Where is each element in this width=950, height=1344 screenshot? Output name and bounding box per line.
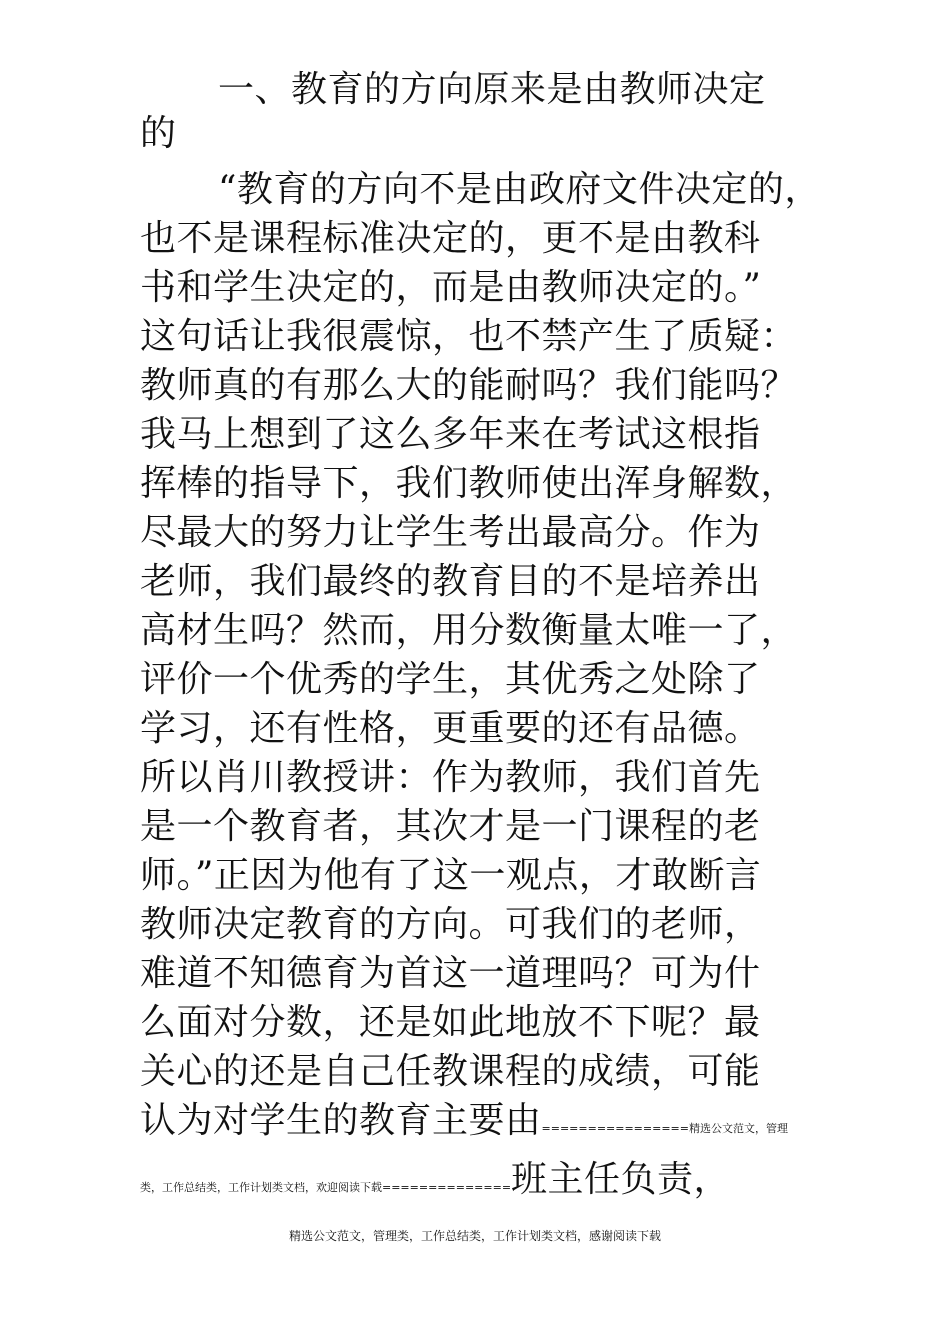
paragraph-line: 教师真的有那么大的能耐吗？我们能吗？ <box>140 365 798 406</box>
paragraph-line: 学习，还有性格，更重要的还有品德。 <box>140 708 761 749</box>
paragraph-line: 是一个教育者，其次才是一门课程的老 <box>140 806 761 847</box>
watermark-note-continued: 类，工作总结类，工作计划类文档，欢迎阅读下载============== <box>140 1181 512 1194</box>
paragraph-line: 书和学生决定的，而是由教师决定的。” <box>140 267 762 308</box>
paragraph-line: 评价一个优秀的学生，其优秀之处除了 <box>140 659 761 700</box>
page-footer: 精选公文范文，管理类，工作总结类，工作计划类文档，感谢阅读下载 <box>288 1229 661 1243</box>
paragraph-line: 教师决定教育的方向。可我们的老师， <box>140 904 761 945</box>
paragraph-line: 难道不知德育为首这一道理吗？可为什 <box>140 953 761 994</box>
paragraph-line: 挥棒的指导下，我们教师使出浑身解数， <box>140 463 798 504</box>
paragraph-line: 师。”正因为他有了这一观点，才敢断言 <box>140 855 762 896</box>
paragraph-continued-main: 班主任负责， <box>511 1159 731 1200</box>
paragraph-line: 我马上想到了这么多年来在考试这根指 <box>140 414 761 455</box>
watermark-note: ================精选公文范文，管理 <box>541 1122 788 1135</box>
paragraph-continued-line <box>140 1158 730 1210</box>
paragraph-last-line <box>140 1099 788 1151</box>
paragraph-last-line-main: 认为对学生的教育主要由 <box>140 1100 542 1141</box>
paragraph-line: 高材生吗？然而，用分数衡量太唯一了， <box>140 610 798 651</box>
paragraph-line: “教育的方向不是由政府文件决定的， <box>218 169 821 210</box>
paragraph-line: 老师，我们最终的教育目的不是培养出 <box>140 561 761 602</box>
paragraph-line: 么面对分数，还是如此地放不下呢？最 <box>140 1002 761 1043</box>
paragraph-line: 尽最大的努力让学生考出最高分。作为 <box>140 512 761 553</box>
heading-line-1: 一、教育的方向原来是由教师决定 <box>218 69 766 110</box>
paragraph-line: 所以肖川教授讲：作为教师，我们首先 <box>140 757 761 798</box>
paragraph-line: 关心的还是自己任教课程的成绩，可能 <box>140 1051 761 1092</box>
heading-line-2: 的 <box>140 113 177 154</box>
paragraph-line: 也不是课程标准决定的，更不是由教科 <box>140 218 761 259</box>
paragraph-line: 这句话让我很震惊，也不禁产生了质疑： <box>140 316 798 357</box>
